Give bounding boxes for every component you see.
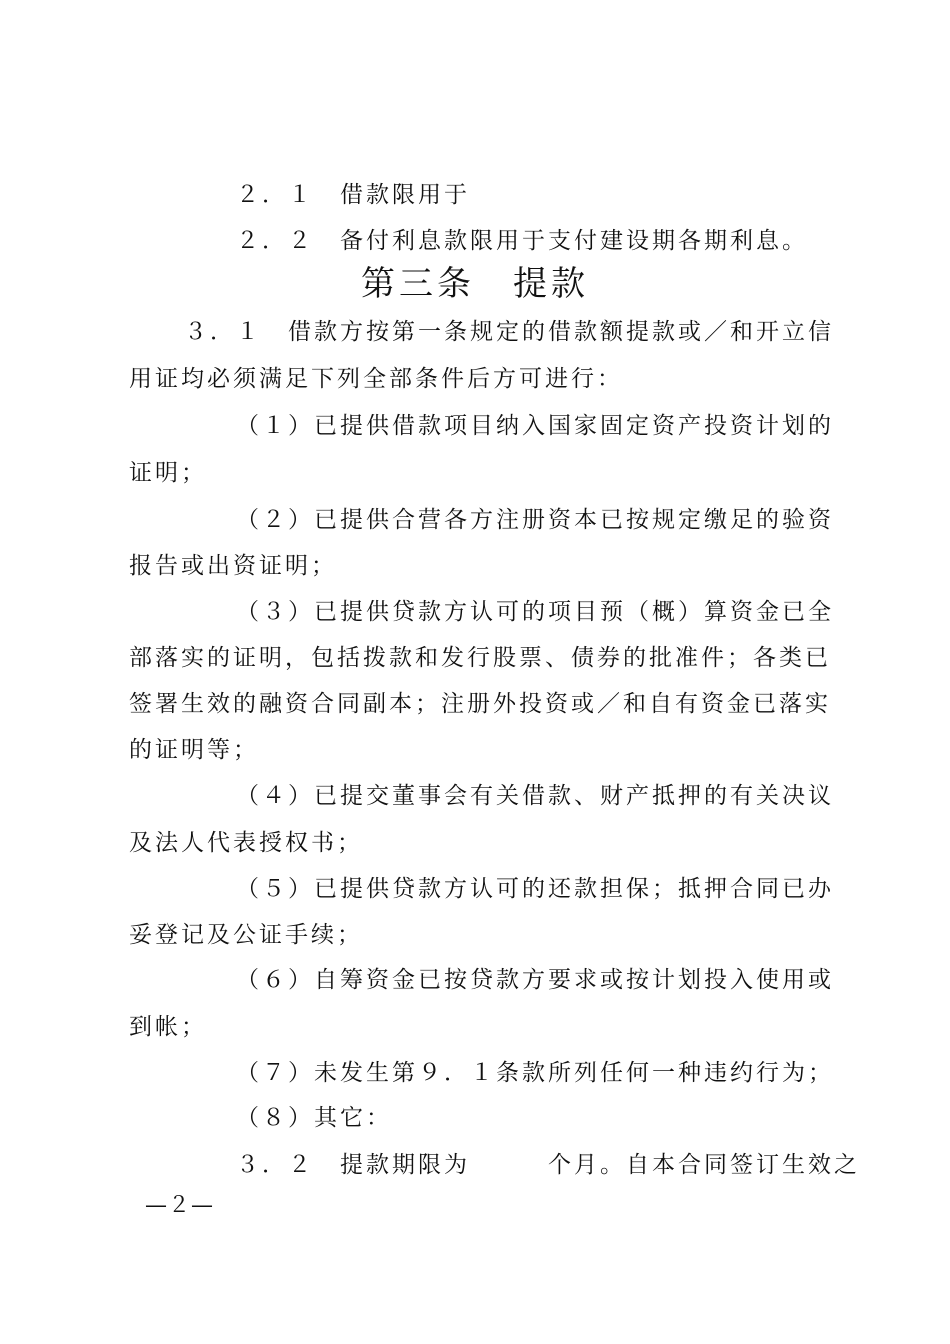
condition-5-line-2: 妥登记及公证手续； <box>129 922 363 948</box>
condition-2-line-1: （２）已提供合营各方注册资本已按规定缴足的验资 <box>236 507 834 533</box>
condition-4-line-1: （４）已提交董事会有关借款、财产抵押的有关决议 <box>236 783 834 809</box>
section-title: 第三条 提款 <box>361 264 589 304</box>
condition-3-line-4: 的证明等； <box>129 737 259 763</box>
condition-1-line-2: 证明； <box>129 460 207 486</box>
condition-3-line-2: 部落实的证明，包括拨款和发行股票、债券的批准件；各类已 <box>129 645 831 671</box>
condition-4-line-2: 及法人代表授权书； <box>129 830 363 856</box>
clause-3-1-line-2: 用证均必须满足下列全部条件后方可进行： <box>129 366 623 392</box>
clause-2-1: ２．１ 借款限用于 <box>236 182 470 208</box>
condition-3-line-1: （３）已提供贷款方认可的项目预（概）算资金已全 <box>236 599 834 625</box>
clause-3-2: ３．２ 提款期限为 个月。自本合同签订生效之 <box>236 1152 860 1178</box>
clause-3-1-line-1: ３．１ 借款方按第一条规定的借款额提款或／和开立信 <box>184 319 834 345</box>
condition-2-line-2: 报告或出资证明； <box>129 553 337 579</box>
condition-7: （７）未发生第９．１条款所列任何一种违约行为； <box>236 1060 834 1086</box>
condition-5-line-1: （５）已提供贷款方认可的还款担保；抵押合同已办 <box>236 876 834 902</box>
page-number: —２— <box>145 1193 215 1218</box>
condition-6-line-2: 到帐； <box>129 1014 207 1040</box>
condition-1-line-1: （１）已提供借款项目纳入国家固定资产投资计划的 <box>236 413 834 439</box>
condition-8: （８）其它： <box>236 1105 392 1131</box>
condition-3-line-3: 签署生效的融资合同副本；注册外投资或／和自有资金已落实 <box>129 691 831 717</box>
condition-6-line-1: （６）自筹资金已按贷款方要求或按计划投入使用或 <box>236 967 834 993</box>
clause-2-2: ２．２ 备付利息款限用于支付建设期各期利息。 <box>236 228 808 254</box>
